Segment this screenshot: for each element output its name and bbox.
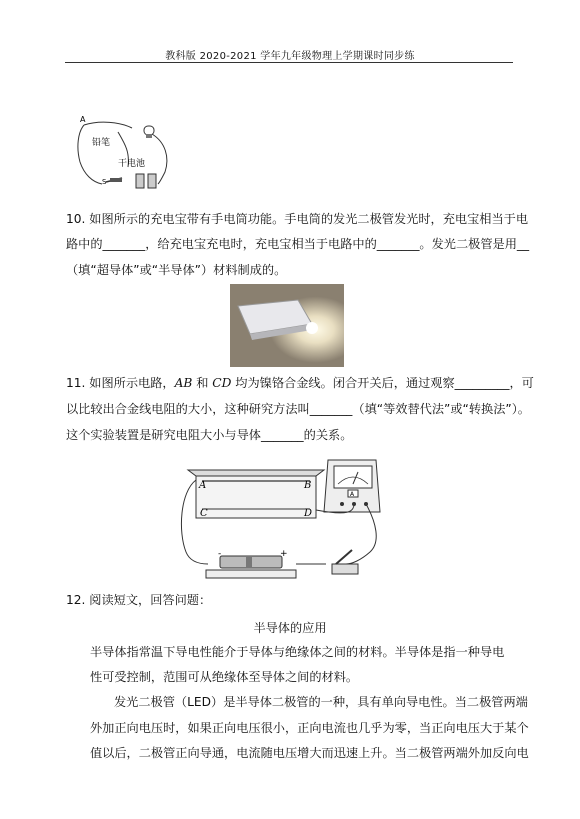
p2-line3: 值以后，二极管正向导通，电流随电压增大而迅速上升。当二极管两端外加反向电 <box>90 746 529 760</box>
fig3-label-c: C <box>200 508 208 519</box>
p1-line2: 性可受控制，范围可从绝缘体至导体之间的材料。 <box>90 670 359 684</box>
q11-line3: 这个实验装置是研究电阻大小与导体_______的关系。 <box>66 428 353 442</box>
fig3-label-a: A <box>199 480 207 491</box>
fig1-label-pencil: 铅笔 <box>92 138 111 148</box>
fig3-label-minus: - <box>218 549 222 559</box>
q11-line1-c: 均为镍铬合金线。闭合开关后，通过观察_________，可 <box>231 376 534 390</box>
q11-ab: AB <box>174 376 193 390</box>
q10-line3: （填“超导体”或“半导体”）材料制成的。 <box>66 263 287 277</box>
p2-line1: 发光二极管（LED）是半导体二极管的一种，具有单向导电性。当二极管两端 <box>114 695 528 709</box>
q11-line1-a: 11. 如图所示电路， <box>66 376 175 390</box>
fig1-label-a: A <box>80 115 86 124</box>
header-rule <box>65 62 513 63</box>
p2-line2: 外加正向电压时，如果正向电压很小，正向电流也几乎为零，当正向电压大于某个 <box>90 721 529 735</box>
power-bank-photo <box>230 284 344 367</box>
q10-line2: 路中的_______，给充电宝充电时，充电宝相当于电路中的_______。发光二极管是用__ <box>66 237 530 251</box>
q11-line1-b: 和 <box>192 376 213 390</box>
fig3-label-plus: + <box>280 549 288 559</box>
page-header: 教科版 2020-2021 学年九年级物理上学期课时同步练 <box>165 51 415 62</box>
fig3-meter-label: A <box>350 491 355 498</box>
fig3-label-b: B <box>304 480 312 491</box>
p1-line1: 半导体指常温下导电性能介于导体与绝缘体之间的材料。半导体是指一种导电 <box>90 645 505 659</box>
article-title: 半导体的应用 <box>253 621 327 635</box>
fig1-label-battery: 干电池 <box>118 159 146 169</box>
q11-cd: CD <box>212 376 232 390</box>
fig3-label-d: D <box>304 508 313 519</box>
pencil-circuit-figure <box>70 112 180 192</box>
q10-line1: 10. 如图所示的充电宝带有手电筒功能。手电筒的发光二极管发光时，充电宝相当于电 <box>66 212 529 226</box>
fig1-label-s: S <box>102 178 107 186</box>
resistance-circuit-figure <box>176 452 386 585</box>
q11-line1 <box>66 376 534 390</box>
q11-line2: 以比较出合金线电阻的大小，这种研究方法叫_______（填“等效替代法”或“转换法”）。 <box>66 402 530 416</box>
q12-line1: 12. 阅读短文，回答问题： <box>66 593 212 607</box>
